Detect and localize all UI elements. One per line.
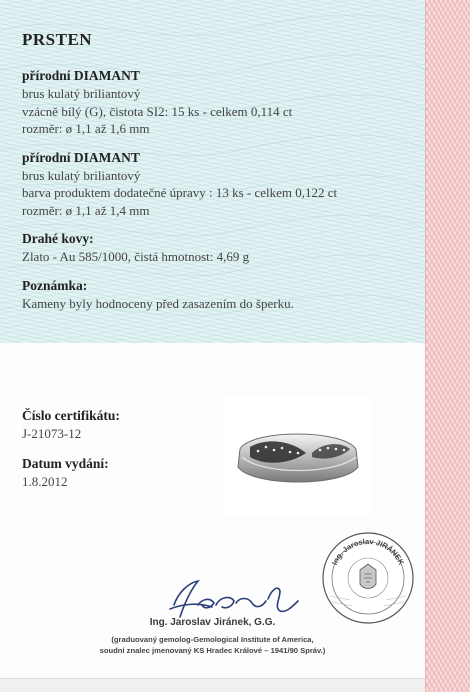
stone-grade: vzácně bílý (G), čistota SI2: 15 ks - celkem 0,114 ct (22, 103, 293, 119)
product-title: PRSTEN (22, 30, 93, 49)
note-heading: Poznámka: (22, 277, 88, 293)
signatory-name: Ing. Jaroslav Jiránek, G.G. (149, 617, 276, 628)
issue-date: 1.8.2012 (22, 474, 68, 489)
security-side-band (425, 0, 470, 692)
stone-block-2 (22, 149, 417, 220)
signatory-appointment: soudní znalec jmenovaný KS Hradec Králové – 1941/90 Správ.) (99, 646, 326, 655)
ring-image (222, 397, 372, 515)
stone-cut: brus kulatý briliantový (22, 86, 141, 101)
certificate-number-label: Číslo certifikátu: (22, 408, 120, 423)
note-value: Kameny byly hodnoceny před zasazením do šperku. (22, 295, 294, 311)
official-stamp (320, 530, 416, 626)
product-details (22, 30, 417, 323)
certificate-number: J-21073-12 (22, 426, 82, 441)
ring-photo (222, 397, 372, 515)
stone-heading: přírodní DIAMANT (22, 149, 140, 165)
stone-block-1 (22, 67, 417, 138)
bottom-strip (0, 678, 425, 692)
metals-value: Zlato - Au 585/1000, čistá hmotnost: 4,69 g (22, 249, 250, 264)
stone-heading: přírodní DIAMANT (22, 68, 140, 83)
stone-size: rozměr: ø 1,1 až 1,4 mm (22, 202, 150, 218)
issue-date-label: Datum vydání: (22, 456, 109, 471)
note-block (22, 277, 417, 313)
stone-grade: barva produktem dodatečné úpravy : 13 ks - celkem 0,122 ct (22, 185, 338, 200)
signatory-credentials: (graduovaný gemolog-Gemological Institute of America, (111, 635, 314, 644)
stone-cut: brus kulatý briliantový (22, 167, 141, 183)
metals-block (22, 230, 417, 266)
certificate-info (22, 407, 212, 503)
svg-text:Ing. Jaroslav JIRÁNEK: Ing. Jaroslav JIRÁNEK (329, 536, 406, 567)
metals-heading: Drahé kovy: (22, 231, 94, 246)
stamp-seal (320, 530, 416, 626)
stone-size: rozměr: ø 1,1 až 1,6 mm (22, 121, 150, 136)
